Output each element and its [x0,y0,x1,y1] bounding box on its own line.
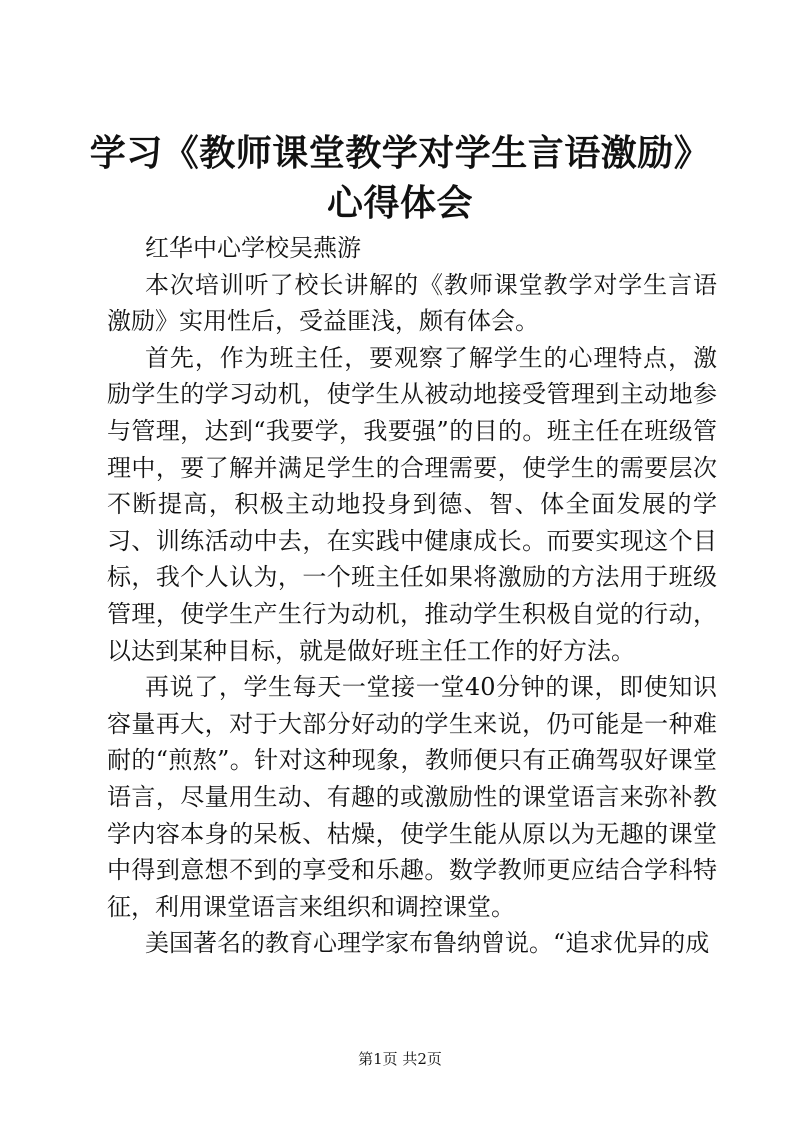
author-line: 红华中心学校吴燕游 [145,234,361,262]
paragraph: 美国著名的教育心理学家布鲁纳曾说。“追求优异的成 [145,929,710,958]
document-body [107,230,717,962]
paragraph: 首先，作为班主任，要观察了解学生的心理特点，激励学生的学习动机，使学生从被动地接受管理到主动地参与管理，达到“我要学，我要强”的目的。班主任在班级管理中，要了解并满足学生的合理需要，使学生的需要层次不断提高，积极主动地投身到德、智、体全面发展的学习、训练活动中去，在实践中健康成长。而要实现这个目标，我个人认为，一个班主任如果将激励的方法用于班级管理，使学生产生行为动机，推动学生积极自觉的行动，以达到某种目标，就是做好班主任工作的好方法。 [107,343,717,665]
paragraph: 再说了，学生每天一堂接一堂40分钟的课，即使知识容量再大，对于大部分好动的学生来说，仍可能是一种难耐的“煎熬”。针对这种现象，教师便只有正确驾驭好课堂语言，尽量用生动、有趣的或激励性的课堂语言来弥补教学内容本身的呆板、枯燥，使学生能从原以为无趣的课堂中得到意想不到的享受和乐趣。数学教师更应结合学科特征，利用课堂语言来组织和调控课堂。 [107,673,717,921]
paragraph: 本次培训听了校长讲解的《教师课堂教学对学生言语激励》实用性后，受益匪浅，颇有体会。 [107,270,717,336]
page-footer: 第1页 共2页 [358,1050,442,1068]
document-title: 学习《教师课堂教学对学生言语激励》心得体会 [89,132,711,224]
